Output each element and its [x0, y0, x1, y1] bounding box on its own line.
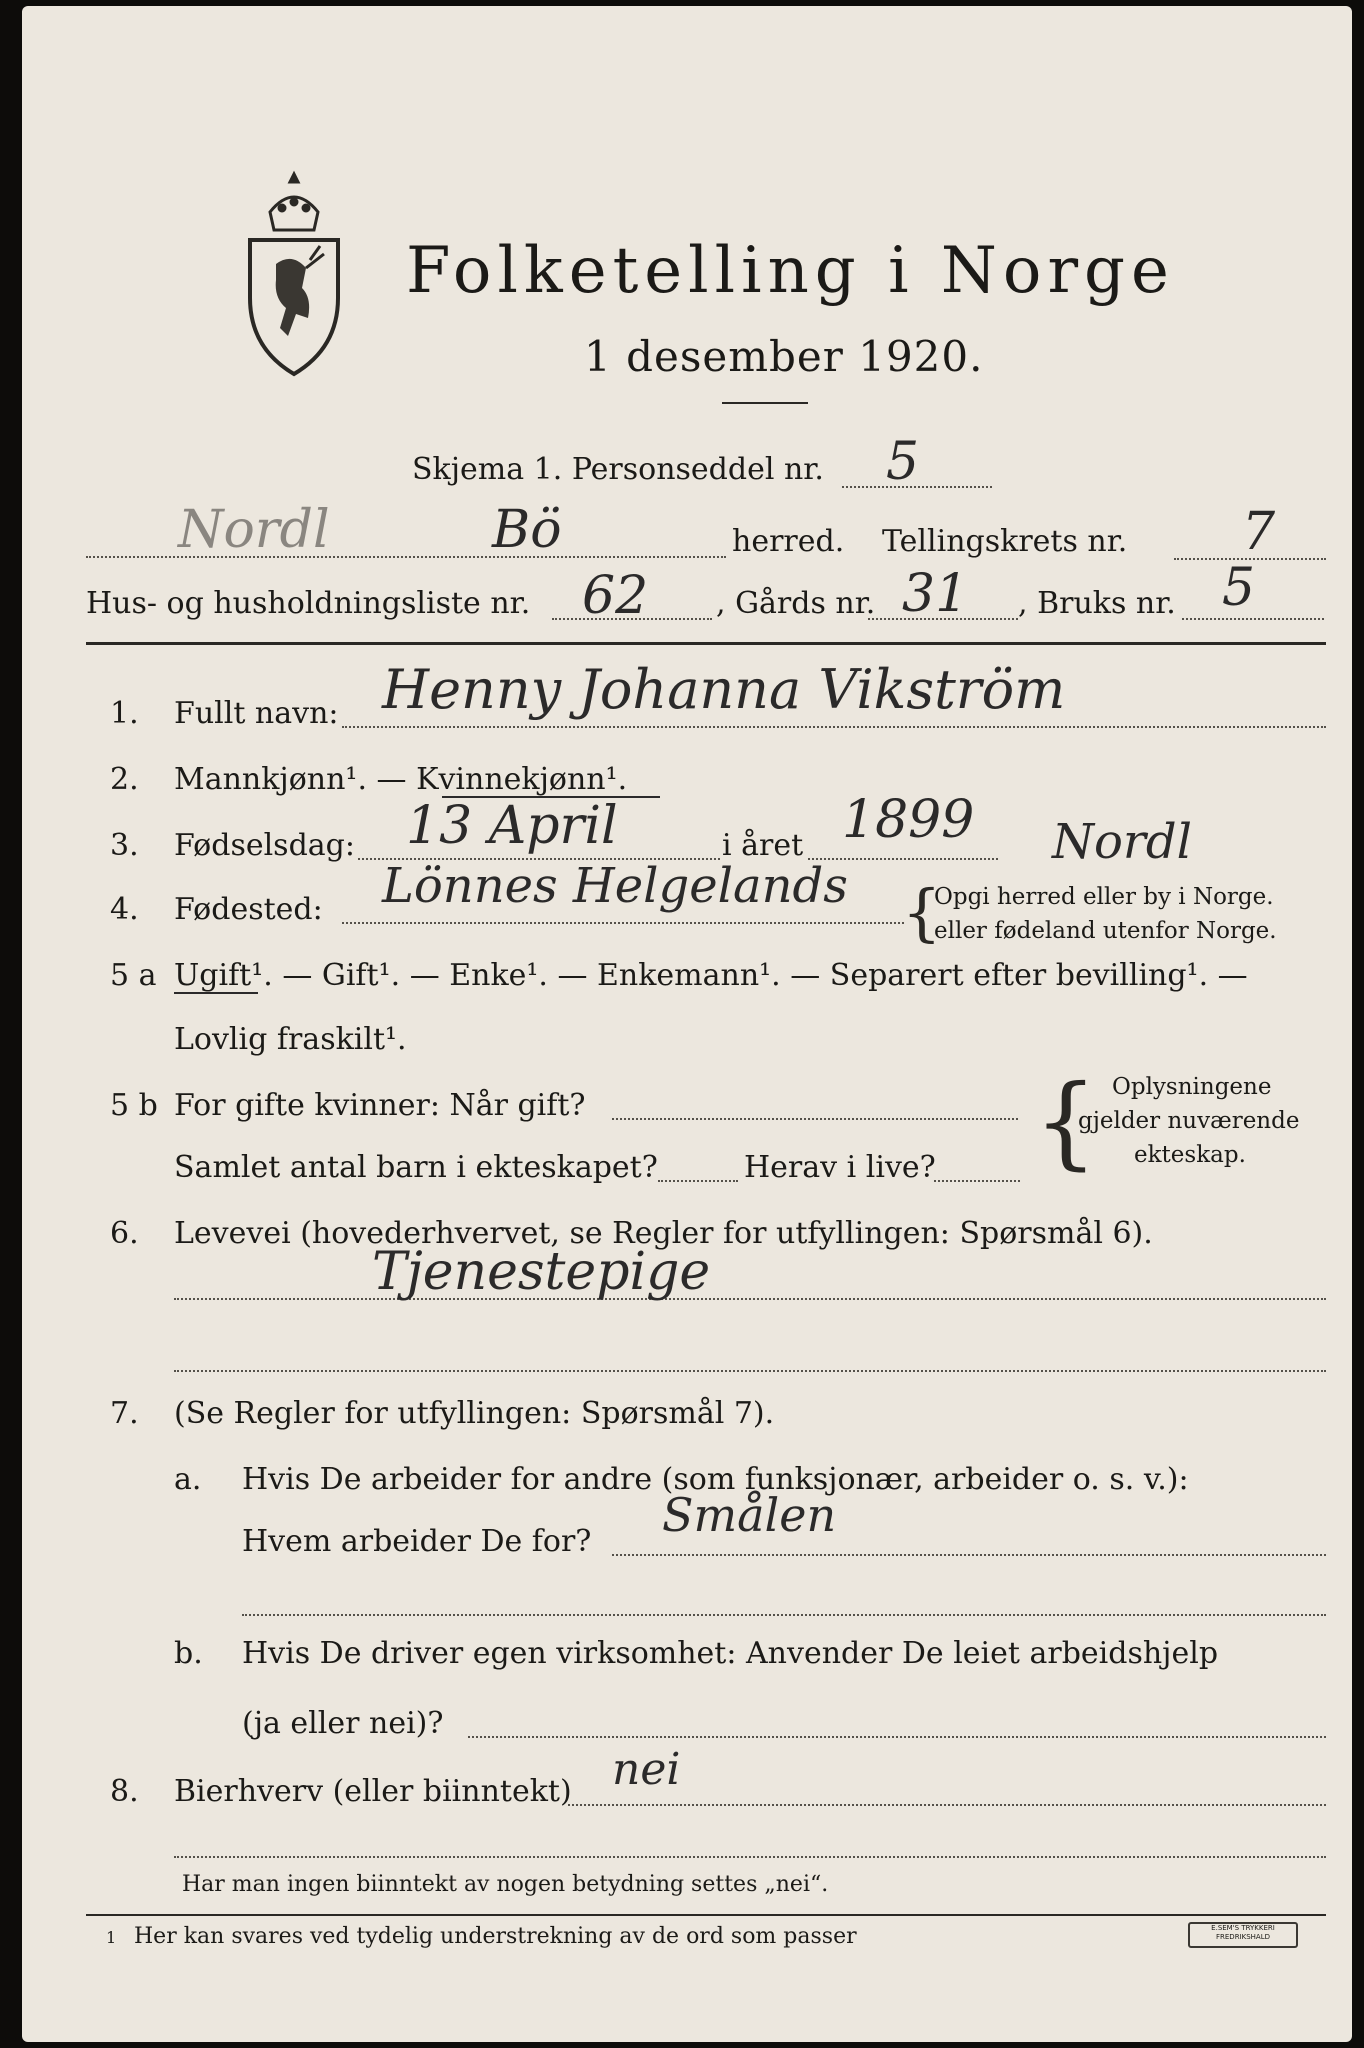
q5b-note-line1: Oplysningene: [1112, 1074, 1272, 1100]
footnote-number: 1: [106, 1928, 117, 1947]
footnote: Her kan svares ved tydelig understrekning av de ord som passer: [134, 1924, 857, 1949]
q4-value: Lönnes Helgelands: [382, 858, 848, 914]
q8-number: 8.: [110, 1774, 139, 1809]
title-divider: [722, 402, 808, 404]
q3-year-value: 1899: [842, 790, 975, 850]
q5b-children-line: [658, 1180, 738, 1182]
bruks-line: [1182, 618, 1324, 620]
q3-value: 13 April: [406, 796, 618, 856]
hus-label: Hus- og husholdningsliste nr.: [86, 586, 531, 621]
stamp-line1: E.SEM'S TRYKKERI: [1211, 1924, 1275, 1932]
q5b-alive-line: [934, 1180, 1020, 1182]
q5b-line2b: Herav i live?: [744, 1150, 936, 1185]
q5b-number: 5 b: [110, 1088, 158, 1123]
q5a-line2: Lovlig fraskilt¹.: [174, 1022, 407, 1057]
q7b-line: [468, 1736, 1326, 1738]
herred-value: Bö: [492, 500, 562, 560]
q4-note-line2: eller fødeland utenfor Norge.: [934, 918, 1277, 944]
q7a-employer-line: [612, 1554, 1326, 1556]
q7a-line-extra: [242, 1614, 1326, 1616]
footer-divider: [86, 1914, 1326, 1916]
q4-label: Fødested:: [174, 892, 323, 927]
gards-label: , Gårds nr.: [716, 586, 876, 621]
q1-line: [342, 726, 1326, 728]
q8-line2: [174, 1856, 1326, 1858]
q2-number: 2.: [110, 762, 139, 797]
q8-label: Bierhverv (eller biinntekt): [174, 1774, 572, 1809]
q5a-selected-underline: [174, 992, 258, 994]
herred-label: herred.: [732, 524, 845, 559]
q3-label: Fødselsdag:: [174, 828, 355, 863]
footer-note: Har man ingen biinntekt av nogen betydning settes „nei“.: [182, 1872, 829, 1897]
norwegian-coat-of-arms-icon: [240, 168, 348, 380]
tellingskrets-label: Tellingskrets nr.: [882, 524, 1128, 559]
q5b-note-line2: gjelder nuværende: [1078, 1108, 1300, 1134]
q7a-line1: Hvis De arbeider for andre (som funksjonær, arbeider o. s. v.):: [242, 1462, 1189, 1497]
q7a-value: Smålen: [662, 1488, 837, 1542]
form-date: 1 desember 1920.: [584, 332, 984, 381]
q1-label: Fullt navn:: [174, 696, 339, 731]
header-divider: [86, 642, 1326, 645]
q7a-letter: a.: [174, 1462, 202, 1497]
q8-line: [568, 1804, 1326, 1806]
q6-line1: [174, 1298, 1326, 1300]
census-form: [22, 6, 1352, 2042]
q3-extra-value: Nordl: [1052, 814, 1192, 870]
q3-number: 3.: [110, 828, 139, 863]
q7a-line2: Hvem arbeider De for?: [242, 1524, 592, 1559]
form-title: Folketelling i Norge: [406, 234, 1175, 308]
printer-stamp: [1188, 1922, 1298, 1948]
hus-value: 62: [582, 566, 649, 626]
bruks-value: 5: [1222, 558, 1256, 618]
q5b-line1: For gifte kvinner: Når gift?: [174, 1088, 586, 1123]
q3-year-label: i året: [722, 828, 804, 863]
bruks-label: , Bruks nr.: [1018, 586, 1176, 621]
q7-number: 7.: [110, 1396, 139, 1431]
herred-prefix-value: Nordl: [178, 500, 330, 560]
q1-number: 1.: [110, 696, 139, 731]
q5b-line2a: Samlet antal barn i ekteskapet?: [174, 1150, 658, 1185]
q5a-number: 5 a: [110, 958, 157, 993]
q5b-note-line3: ekteskap.: [1134, 1142, 1246, 1168]
q6-label: Levevei (hovederhvervet, se Regler for utfyllingen: Spørsmål 6).: [174, 1216, 1153, 1251]
tellingskrets-value: 7: [1242, 502, 1276, 562]
q6-number: 6.: [110, 1216, 139, 1251]
gards-value: 31: [902, 564, 969, 624]
q7b-letter: b.: [174, 1636, 203, 1671]
q5b-note-brace: {: [1034, 1063, 1098, 1180]
q7b-line1: Hvis De driver egen virksomhet: Anvender De leiet arbeidshjelp: [242, 1636, 1219, 1671]
q4-line: [342, 922, 904, 924]
q6-value: Tjenestepige: [372, 1242, 711, 1302]
q2-label: Mannkjønn¹. — Kvinnekjønn¹.: [174, 762, 628, 797]
q4-note-brace: {: [902, 876, 942, 949]
q5b-married-line: [612, 1118, 1018, 1120]
q7b-line2: (ja eller nei)?: [242, 1706, 444, 1741]
stamp-line2: FREDRIKSHALD: [1215, 1933, 1270, 1941]
q8-value: nei: [612, 1744, 681, 1795]
q5a-line1: Ugift¹. — Gift¹. — Enke¹. — Enkemann¹. — Separert efter bevilling¹. —: [174, 958, 1248, 993]
skjema-label: Skjema 1. Personseddel nr.: [412, 452, 824, 487]
q7-label: (Se Regler for utfyllingen: Spørsmål 7).: [174, 1396, 775, 1431]
q6-line2: [174, 1370, 1326, 1372]
skjema-value: 5: [886, 432, 920, 492]
q1-value: Henny Johanna Vikström: [382, 658, 1066, 721]
q4-note-line1: Opgi herred eller by i Norge.: [934, 884, 1274, 910]
q4-number: 4.: [110, 892, 139, 927]
